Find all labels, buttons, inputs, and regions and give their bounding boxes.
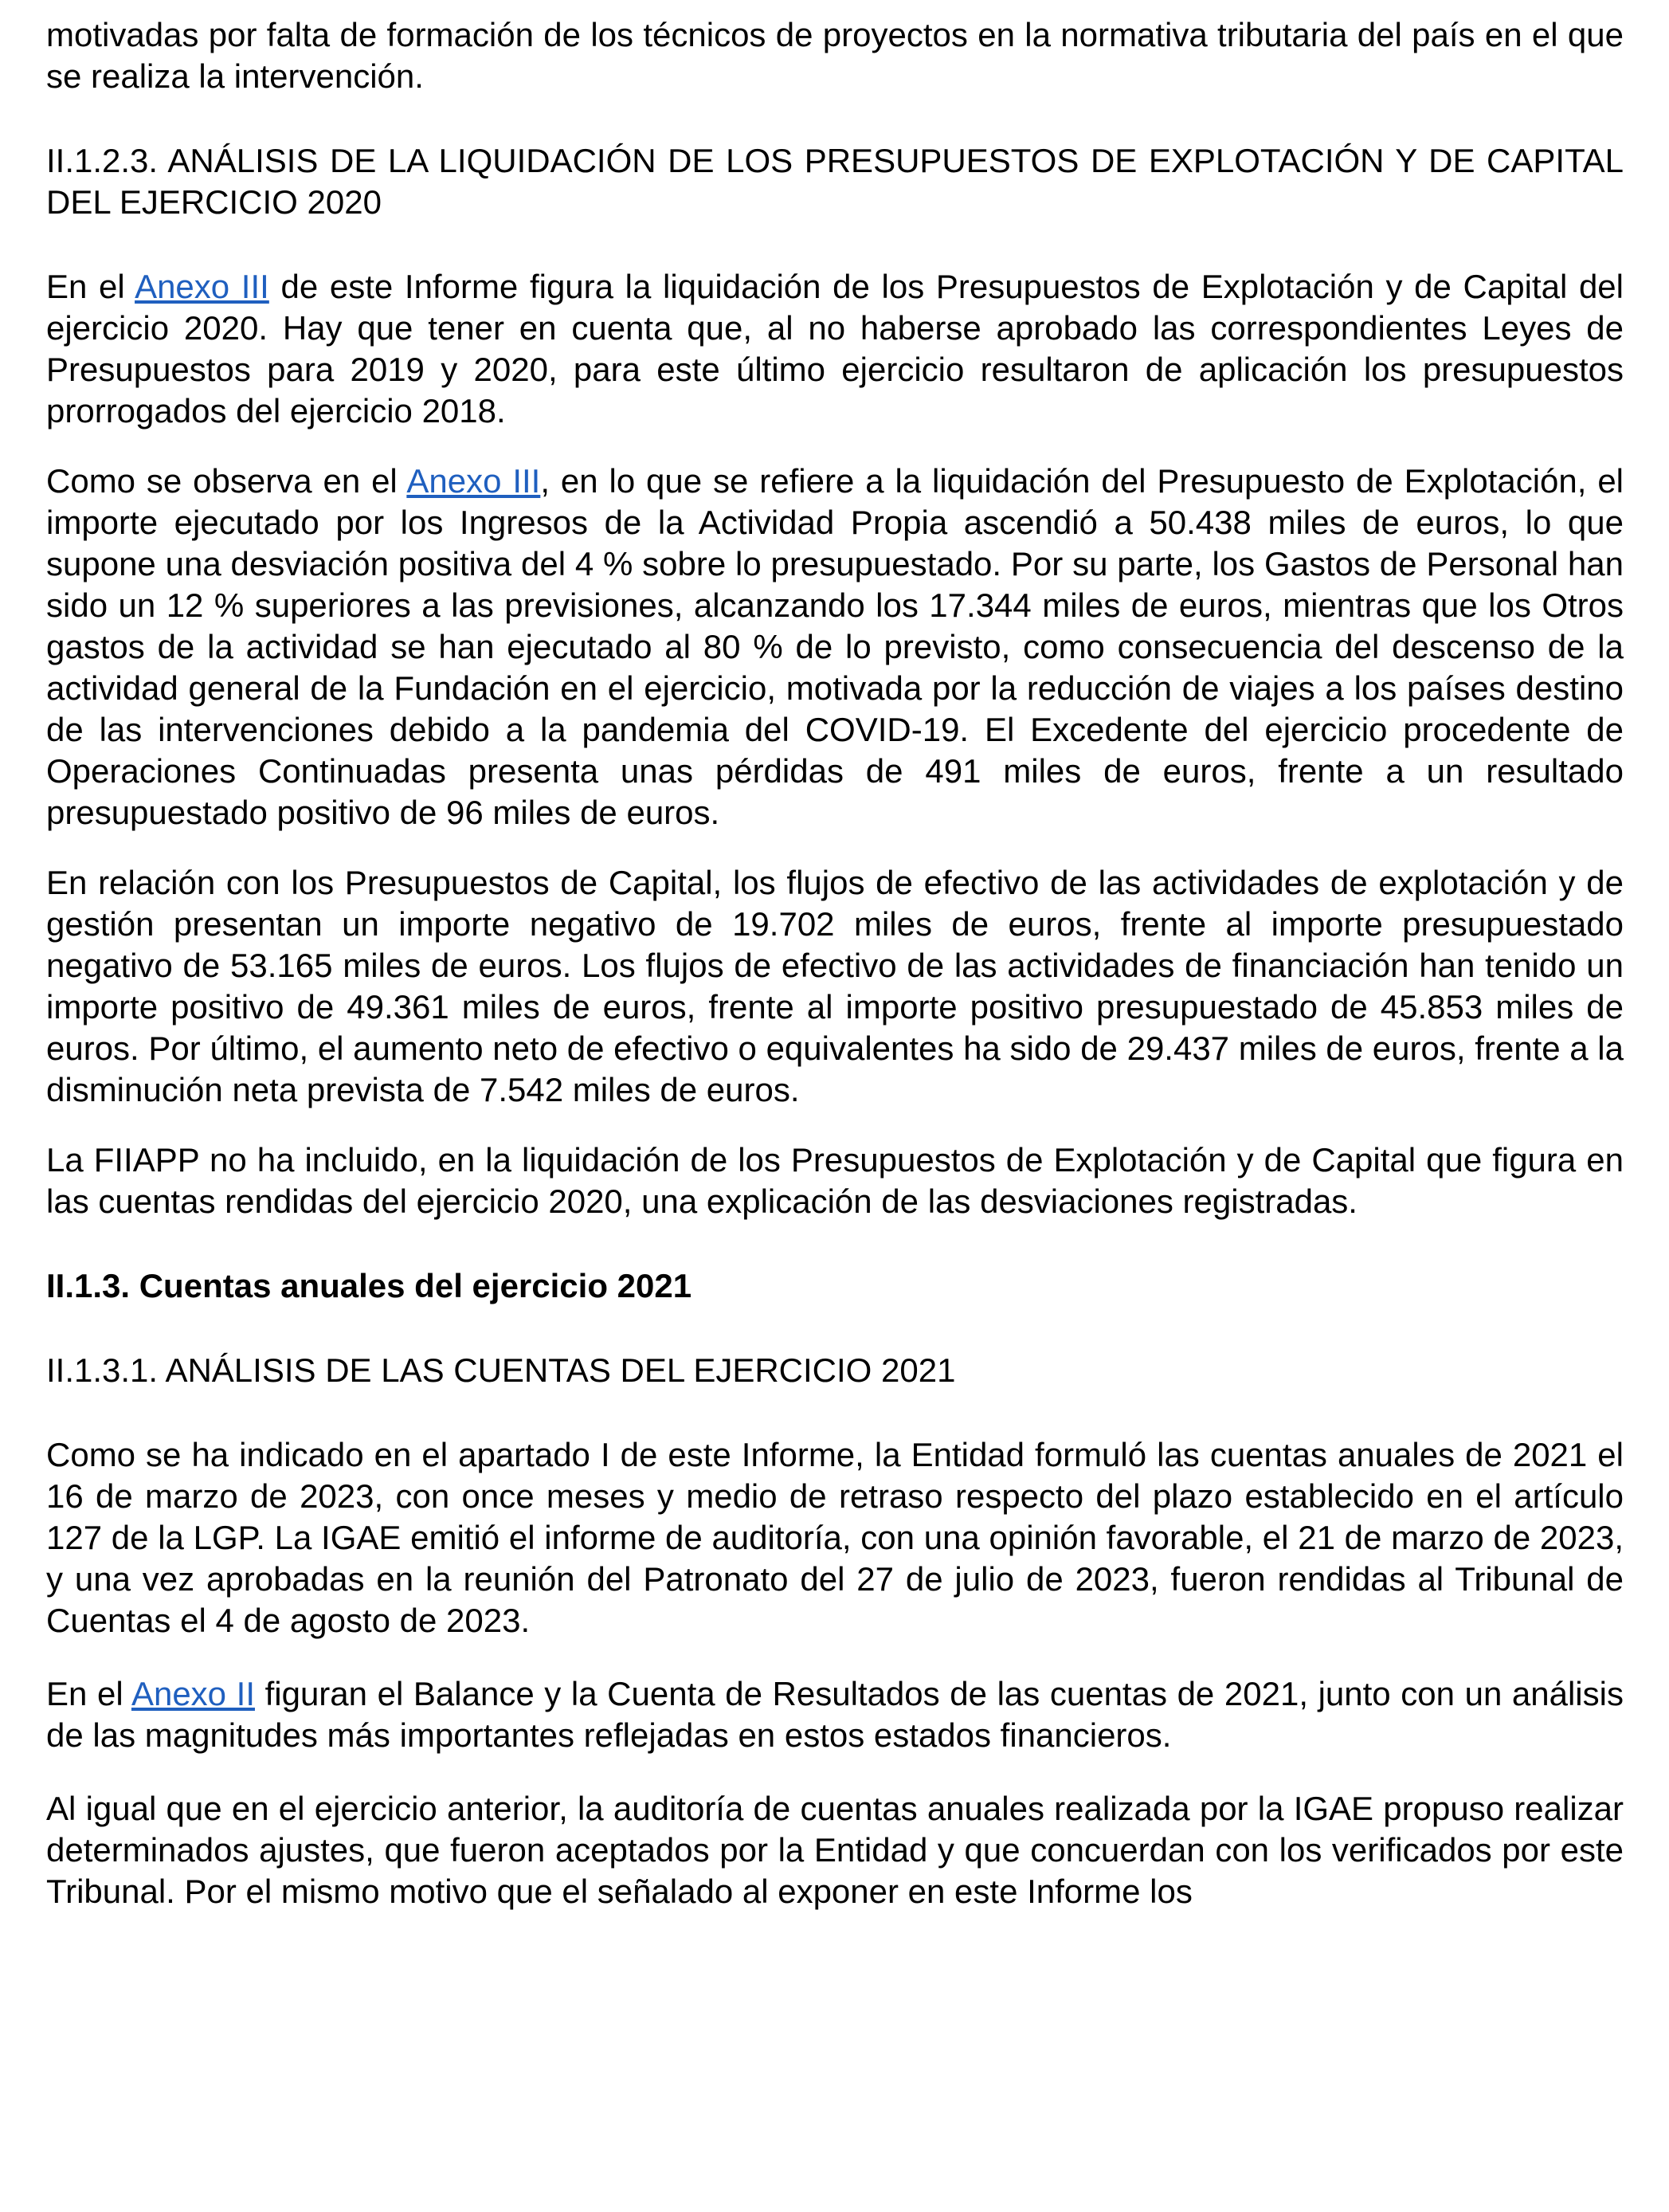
paragraph-anexo-ii	[46, 1673, 1624, 1756]
paragraph-capital: En relación con los Presupuestos de Capital, los flujos de efectivo de las actividades de explotación y de gestión presentan un importe negativo de 19.702 miles de euros, frente al importe presupuestado negativo de 53.165 miles de euros. Los flujos de efectivo de las actividades de financiación han tenido un importe positivo de 49.361 miles de euros, frente al importe positivo presupuestado de 45.853 miles de euros. Por último, el aumento neto de efectivo o equivalentes ha sido de 29.437 miles de euros, frente a la disminución neta prevista de 7.542 miles de euros.	[46, 864, 1624, 1108]
paragraph-text-after-link: de este Informe figura la liquidación de los Presupuestos de Explotación y de Capital del ejercicio 2020. Hay que tener en cuenta que, al no haberse aprobado las correspondientes Leyes de Presupuestos para 2019 y 2020, para este último ejercicio resultaron de aplicación los presupuestos prorrogados del ejercicio 2018.	[46, 268, 1624, 429]
section-heading-ii-1-3-1: II.1.3.1. ANÁLISIS DE LAS CUENTAS DEL EJERCICIO 2021	[46, 1351, 956, 1389]
paragraph-explotacion	[46, 461, 1624, 833]
section-heading-ii-1-3: II.1.3. Cuentas anuales del ejercicio 2021	[46, 1267, 692, 1304]
paragraph-text-after-link: figuran el Balance y la Cuenta de Resultados de las cuentas de 2021, junto con un análisis de las magnitudes más importantes reflejadas en estos estados financieros.	[46, 1675, 1624, 1754]
paragraph-text-before-link: En el	[46, 1675, 131, 1712]
anexo-iii-link-2[interactable]: Anexo III	[406, 462, 541, 500]
anexo-iii-link[interactable]: Anexo III	[135, 268, 269, 305]
paragraph-fiiapp: La FIIAPP no ha incluido, en la liquidación de los Presupuestos de Explotación y de Capital que figura en las cuentas rendidas del ejercicio 2020, una explicación de las desviaciones registradas.	[46, 1141, 1624, 1220]
paragraph-igual: Al igual que en el ejercicio anterior, la auditoría de cuentas anuales realizada por la IGAE propuso realizar determinados ajustes, que fueron aceptados por la Entidad y que concuerdan con los verificados por este Tribunal. Por el mismo motivo que el señalado al exponer en este Informe los	[46, 1790, 1624, 1910]
paragraph-text-before-link: En el	[46, 268, 135, 305]
intro-paragraph: motivadas por falta de formación de los técnicos de proyectos en la normativa tributaria del país en el que se realiza la intervención.	[46, 16, 1624, 95]
paragraph-anexo-iii-budget	[46, 266, 1624, 432]
paragraph-text-after-link: , en lo que se refiere a la liquidación del Presupuesto de Explotación, el importe ejecutado por los Ingresos de la Actividad Propia ascendió a 50.438 miles de euros, lo que supone una desviación positiva del 4 % sobre lo presupuestado. Por su parte, los Gastos de Personal han sido un 12 % superiores a las previsiones, alcanzando los 17.344 miles de euros, mientras que los Otros gastos de la actividad se han ejecutado al 80 % de lo previsto, como consecuencia del descenso de la actividad general de la Fundación en el ejercicio, motivada por la reducción de viajes a los países destino de las intervenciones debido a la pandemia del COVID-19. El Excedente del ejercicio procedente de Operaciones Continuadas presenta unas pérdidas de 491 miles de euros, frente a un resultado presupuestado positivo de 96 miles de euros.	[46, 462, 1624, 831]
paragraph-text-before-link: Como se observa en el	[46, 462, 407, 500]
anexo-ii-link[interactable]: Anexo II	[131, 1675, 255, 1712]
document-page	[46, 14, 1624, 1912]
section-heading-ii-1-2-3: II.1.2.3. ANÁLISIS DE LA LIQUIDACIÓN DE LOS PRESUPUESTOS DE EXPLOTACIÓN Y DE CAPITAL DEL EJERCICIO 2020	[46, 142, 1624, 221]
paragraph-formulo: Como se ha indicado en el apartado I de este Informe, la Entidad formuló las cuentas anuales de 2021 el 16 de marzo de 2023, con once meses y medio de retraso respecto del plazo establecido en el artículo 127 de la LGP. La IGAE emitió el informe de auditoría, con una opinión favorable, el 21 de marzo de 2023, y una vez aprobadas en la reunión del Patronato del 27 de julio de 2023, fueron rendidas al Tribunal de Cuentas el 4 de agosto de 2023.	[46, 1436, 1624, 1639]
